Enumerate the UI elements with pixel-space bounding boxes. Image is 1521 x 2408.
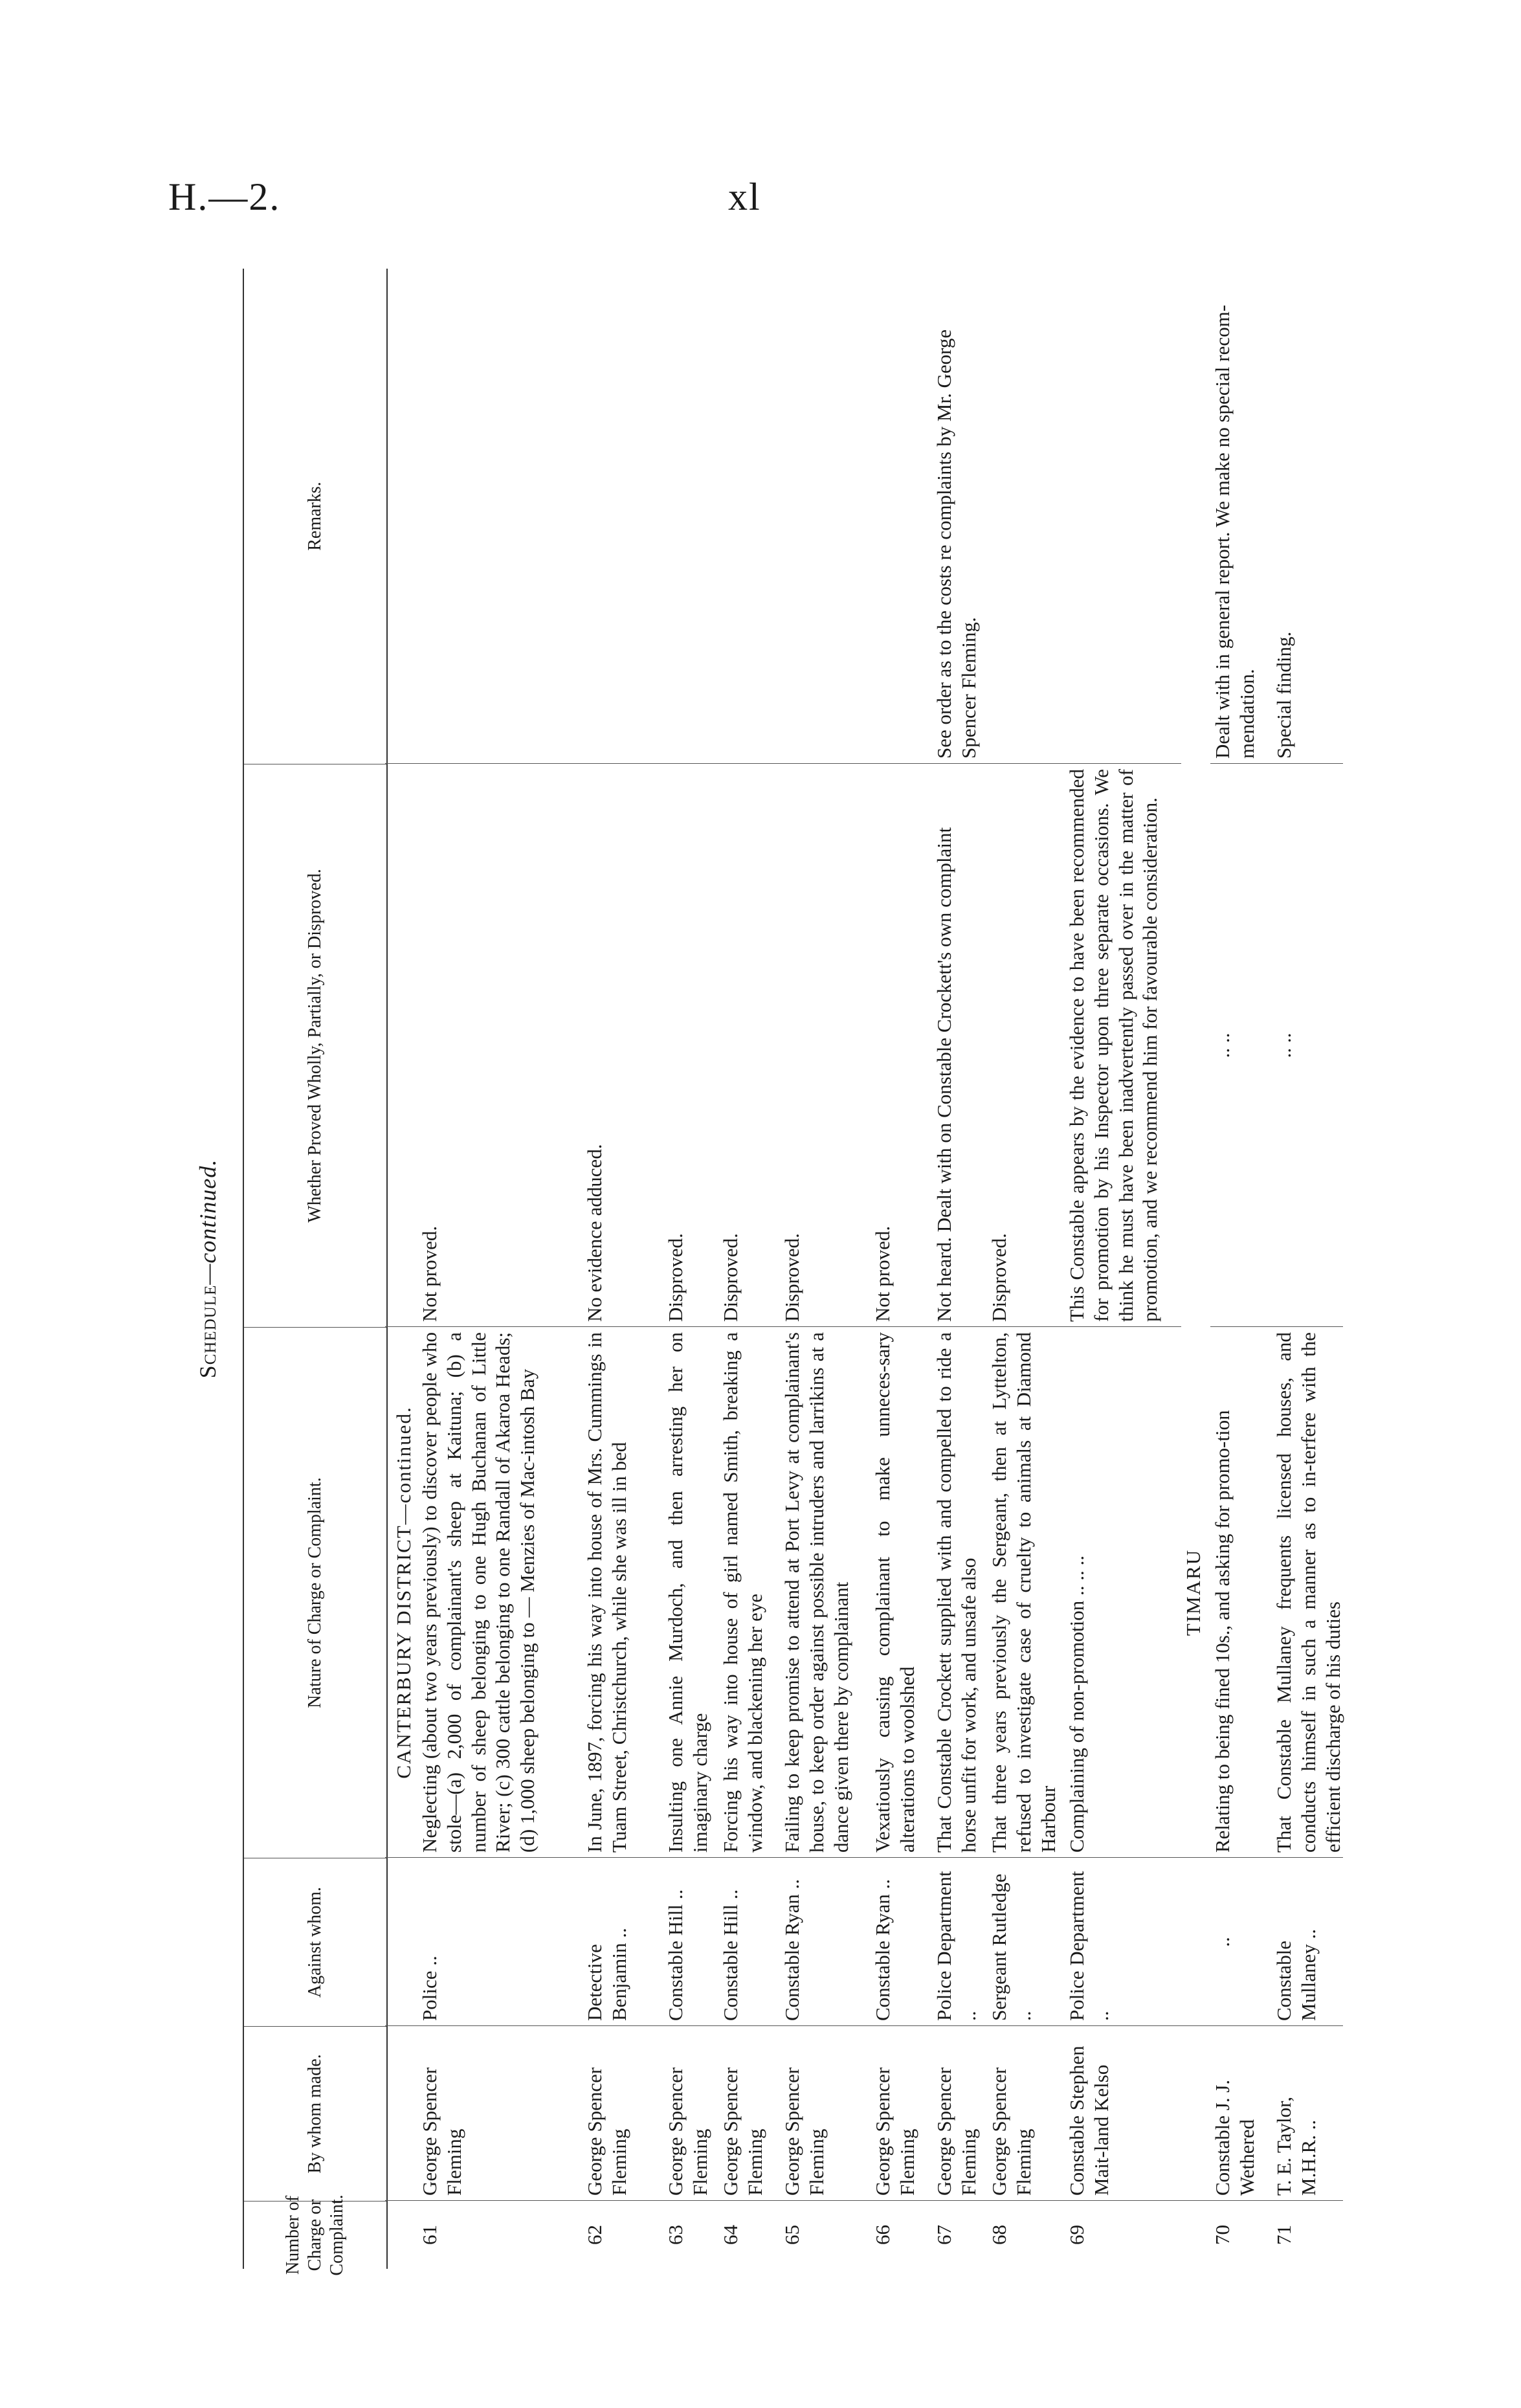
- row-nature: Insulting one Annie Murdoch, and then arresting her on imaginary charge: [664, 1332, 711, 1853]
- row-nature: Neglecting (about two years previously) to discover people who stole—(a) 2,000 of complainant's sheep at Kaituna; (b) a number of sheep belonging to one Hugh Buchanan of Little River; (c) 300 cattle belonging to one Randall of Akaroa Heads; (d) 1,000 sheep belonging to — Menzies of Mac-intosh Bay: [418, 1332, 539, 1853]
- row-against-whom: Police Department ..: [1065, 1871, 1113, 2021]
- row-number: 61: [418, 2225, 441, 2245]
- row-against-whom: Constable Hill ..: [664, 1889, 687, 2021]
- row-against-whom: Constable Ryan ..: [781, 1878, 803, 2021]
- row-by-whom: George Spencer Fleming: [871, 2067, 918, 2196]
- row-against-whom: Police ..: [418, 1956, 441, 2021]
- row-by-whom: George Spencer Fleming: [418, 2067, 465, 2196]
- col-header-result: Whether Proved Wholly, Partially, or Disproved.: [244, 764, 386, 1327]
- row-result: Disproved.: [781, 1233, 803, 1322]
- row-against-whom: Detective Benjamin ..: [583, 1928, 630, 2021]
- row-against-whom: Constable Ryan ..: [871, 1878, 894, 2021]
- row-by-whom: George Spencer Fleming: [933, 2067, 980, 2196]
- row-remarks: Dealt with in general report. We make no special recom-mendation.: [1211, 304, 1258, 759]
- row-against-whom: Sergeant Rutledge ..: [988, 1873, 1035, 2021]
- schedule-title: [194, 269, 233, 2269]
- row-nature: Vexatiously causing complainant to make unneces-sary alterations to woolshed: [871, 1332, 918, 1853]
- section-heading-timaru: TIMARU: [1182, 1548, 1205, 1636]
- row-nature: That three years previously the Sergeant, then at Lyttelton, refused to investigate case of cruelty to animals at Diamond Harbour: [988, 1332, 1060, 1853]
- page-number-label: H.—2.: [168, 175, 281, 218]
- row-number: 62: [583, 2225, 606, 2245]
- row-number: 66: [871, 2225, 894, 2245]
- col-header-nature: Nature of Charge or Complaint.: [244, 1327, 386, 1858]
- row-number: 71: [1272, 2225, 1295, 2245]
- column-headers: [243, 269, 388, 2276]
- row-by-whom: George Spencer Fleming: [664, 2067, 711, 2196]
- row-against-whom: Police Department ..: [933, 1871, 980, 2021]
- column-rule: [385, 1326, 1181, 1327]
- row-nature: Forcing his way into house of girl named Smith, breaking a window, and blackening her eye: [719, 1332, 766, 1853]
- column-rule: [1210, 763, 1343, 764]
- row-result: Disproved.: [988, 1233, 1010, 1322]
- row-number: 68: [988, 2225, 1010, 2245]
- schedule-table: [194, 269, 1346, 2276]
- row-nature: That Constable Crockett supplied with and compelled to ride a horse unfit for work, and unsafe also: [933, 1332, 980, 1853]
- row-result: Disproved.: [719, 1233, 742, 1322]
- row-nature: In June, 1897, forcing his way into house of Mrs. Cummings in Tuam Street, Christchurch, while she was ill in bed: [583, 1332, 630, 1853]
- column-rule: [385, 763, 1181, 764]
- row-number: 65: [781, 2225, 803, 2245]
- row-nature: Relating to being fined 10s., and asking for promo-tion: [1211, 1410, 1234, 1853]
- row-result: This Constable appears by the evidence to have been recommended for promotion by his Inspector upon three separate occasions. We think he must have been inadvertently passed over in the matter of promotion, and we recommend him for favourable consideration.: [1065, 769, 1162, 1322]
- row-against-whom: Constable Hill ..: [719, 1889, 742, 2021]
- row-number: 70: [1211, 2225, 1234, 2245]
- row-remarks: See order as to the costs re complaints by Mr. George Spencer Fleming.: [933, 329, 980, 759]
- row-number: 63: [664, 2225, 687, 2245]
- col-header-by-whom: By whom made.: [244, 2026, 386, 2201]
- row-by-whom: George Spencer Fleming: [583, 2067, 630, 2196]
- row-by-whom: George Spencer Fleming: [719, 2067, 766, 2196]
- schedule-title-suffix: —continued.: [195, 1159, 221, 1285]
- section-heading-canterbury: CANTERBURY DISTRICT—continued.: [392, 1406, 415, 1779]
- row-by-whom: Constable Stephen Mait-land Kelso: [1065, 2046, 1113, 2196]
- col-header-remarks: Remarks.: [304, 482, 325, 551]
- row-by-whom: Constable J. J. Wethered: [1211, 2079, 1258, 2196]
- row-remarks: Special finding.: [1272, 631, 1295, 759]
- row-result: No evidence adduced.: [583, 1144, 606, 1322]
- row-nature: That Constable Mullaney frequents licensed houses, and conducts himself in such a manner as to in-terfere with the efficient discharge of his duties: [1272, 1332, 1344, 1853]
- row-result: .. ..: [1211, 1032, 1234, 1058]
- column-rule: [385, 1857, 1343, 1858]
- row-number: 69: [1065, 2225, 1088, 2245]
- row-result: Disproved.: [664, 1233, 687, 1322]
- row-nature: Failing to keep promise to attend at Port Levy at complainant's house, to keep order against possible intruders and larrikins at a dance given there by complainant: [781, 1332, 852, 1853]
- row-result: Not proved.: [871, 1225, 894, 1322]
- column-rule: [1210, 1326, 1343, 1327]
- column-rule: [385, 2200, 1343, 2201]
- row-result: Not heard. Dealt with on Constable Crockett's own complaint: [933, 827, 955, 1322]
- page-roman-number: xl: [728, 175, 761, 218]
- row-against-whom: ..: [1211, 1937, 1234, 1947]
- row-number: 64: [719, 2225, 742, 2245]
- col-header-against-whom: Against whom.: [244, 1858, 386, 2026]
- row-number: 67: [933, 2225, 955, 2245]
- row-result: .. ..: [1272, 1032, 1295, 1058]
- row-by-whom: George Spencer Fleming: [781, 2067, 828, 2196]
- col-header-number: Number of Charge or Complaint.: [244, 2201, 386, 2269]
- column-rule: [385, 2025, 1343, 2026]
- schedule-title-main: Schedule: [195, 1284, 221, 1379]
- row-by-whom: George Spencer Fleming: [988, 2067, 1035, 2196]
- row-against-whom: Constable Mullaney ..: [1272, 1928, 1320, 2021]
- row-result: Not proved.: [418, 1225, 441, 1322]
- row-by-whom: T. E. Taylor, M.H.R. ..: [1272, 2097, 1320, 2196]
- row-nature: Complaining of non-promotion .. .. ..: [1065, 1555, 1088, 1853]
